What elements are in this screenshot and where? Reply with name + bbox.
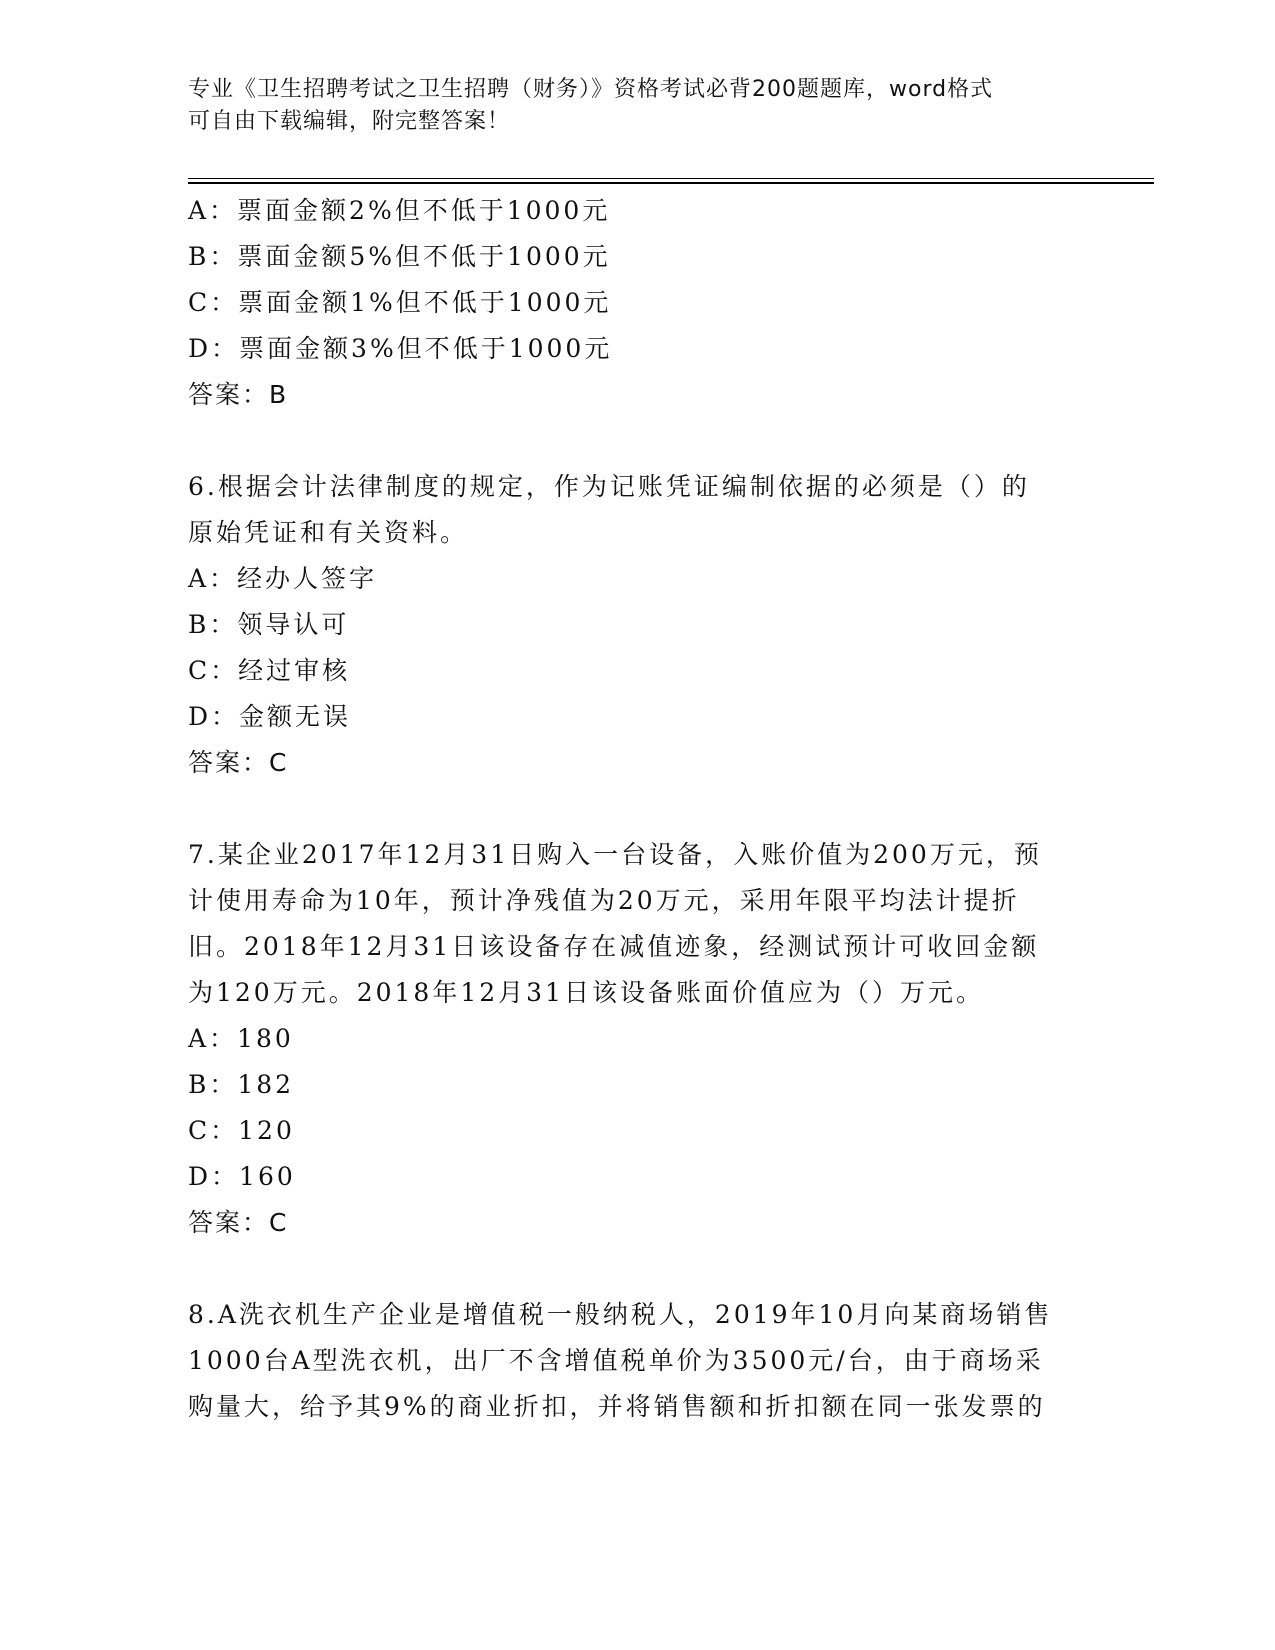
- document-header: [188, 74, 1068, 138]
- question-stem-line: 计使用寿命为10年，预计净残值为20万元，采用年限平均法计提折: [188, 886, 1020, 915]
- option-c: C：票面金额1%但不低于1000元: [188, 288, 612, 317]
- option-a: A：180: [188, 1024, 294, 1053]
- spacer: [188, 786, 1088, 832]
- question-5: [188, 188, 1088, 418]
- option-d: D：160: [188, 1162, 296, 1191]
- question-stem-line: 6.根据会计法律制度的规定，作为记账凭证编制依据的必须是（）的: [188, 472, 1030, 501]
- answer-line: 答案：B: [188, 380, 289, 409]
- option-d: D：金额无误: [188, 702, 352, 731]
- option-b: B：票面金额5%但不低于1000元: [188, 242, 611, 271]
- header-divider-thick: [188, 182, 1154, 184]
- header-divider-thin: [188, 178, 1154, 179]
- question-stem-line: 购量大，给予其9%的商业折扣，并将销售额和折扣额在同一张发票的: [188, 1392, 1046, 1421]
- option-a: A：经办人签字: [188, 564, 378, 593]
- question-7: [188, 832, 1088, 1246]
- question-stem-line: 8.A洗衣机生产企业是增值税一般纳税人，2019年10月向某商场销售: [188, 1300, 1053, 1329]
- option-b: B：182: [188, 1070, 295, 1099]
- answer-line: 答案：C: [188, 748, 289, 777]
- option-b: B：领导认可: [188, 610, 350, 639]
- question-8: [188, 1292, 1088, 1430]
- question-6: [188, 464, 1088, 786]
- option-c: C：经过审核: [188, 656, 351, 685]
- question-stem-line: 7.某企业2017年12月31日购入一台设备，入账价值为200万元，预: [188, 840, 1042, 869]
- answer-line: 答案：C: [188, 1208, 289, 1237]
- header-title-line-1: 专业《卫生招聘考试之卫生招聘（财务）》资格考试必背200题题库，word格式: [188, 77, 994, 102]
- question-stem-line: 旧。2018年12月31日该设备存在减值迹象，经测试预计可收回金额: [188, 932, 1040, 961]
- option-a: A：票面金额2%但不低于1000元: [188, 196, 611, 225]
- question-stem-line: 1000台A型洗衣机，出厂不含增值税单价为3500元/台，由于商场采: [188, 1346, 1044, 1375]
- question-stem-line: 为120万元。2018年12月31日该设备账面价值应为（）万元。: [188, 978, 984, 1007]
- header-title-line-2: 可自由下载编辑，附完整答案！: [188, 109, 511, 134]
- spacer: [188, 1246, 1088, 1292]
- question-stem-line: 原始凭证和有关资料。: [188, 518, 469, 547]
- option-d: D：票面金额3%但不低于1000元: [188, 334, 613, 363]
- option-c: C：120: [188, 1116, 295, 1145]
- question-content: [188, 188, 1088, 1430]
- spacer: [188, 418, 1088, 464]
